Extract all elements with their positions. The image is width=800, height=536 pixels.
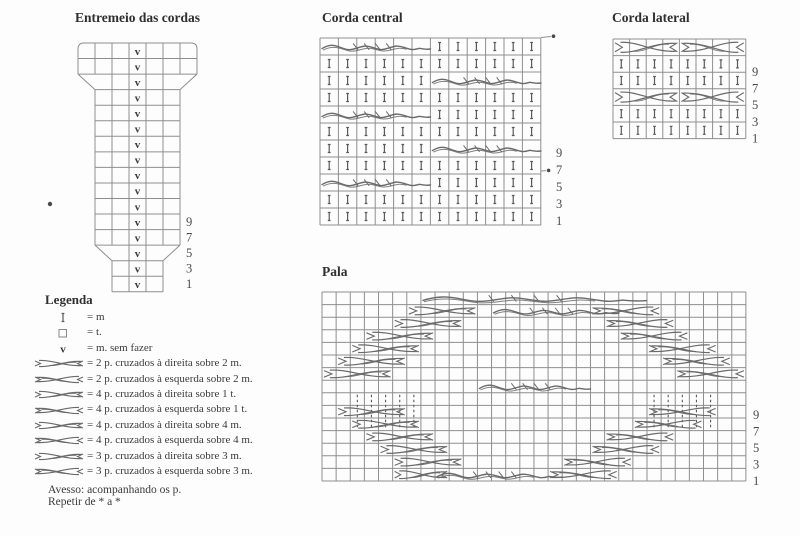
pala-chart-title: Pala — [322, 264, 348, 279]
loose-stitch-v: v — [134, 45, 141, 58]
legend-item — [33, 356, 323, 371]
legend-item-label: = 4 p. cruzados à direita sobre 4 m. — [87, 418, 242, 431]
loose-stitch-v: v — [134, 154, 141, 167]
legend-item — [33, 418, 323, 433]
row-number: 1 — [753, 474, 760, 488]
legend-item — [33, 310, 323, 325]
loose-stitch-v: v — [134, 107, 141, 120]
corda-lateral-chart-title: Corda lateral — [612, 10, 690, 25]
cable-4-left-4m-icon — [33, 434, 87, 447]
legend-item-label: = 3 p. cruzados à esquerda sobre 3 m. — [87, 464, 253, 477]
row-number: 1 — [186, 277, 193, 292]
legend-item-label: = 3 p. cruzados à direita sobre 3 m. — [87, 449, 242, 462]
loose-stitch-v: v — [134, 61, 141, 74]
legend-footnote-repeat: Repetir de * a * — [48, 496, 121, 509]
central-row7-repeat — [541, 169, 550, 173]
row-number: 3 — [753, 457, 760, 472]
loose-stitch-v: v — [134, 170, 141, 183]
row-number: 1 — [556, 214, 563, 228]
row-number: 3 — [556, 197, 563, 211]
legend-item — [33, 433, 323, 448]
corda-central-chart-title: Corda central — [322, 10, 403, 25]
entremeio-chart — [78, 43, 197, 292]
legend-item-label: = 4 p. cruzados à direita sobre 1 t. — [87, 387, 237, 400]
row-number: 5 — [752, 98, 759, 113]
legend-item-label: = 4 p. cruzados à esquerda sobre 1 t. — [87, 403, 248, 416]
legend-item-label: = 2 p. cruzados à direita sobre 2 m. — [87, 357, 242, 370]
cable-2-left-icon — [33, 373, 87, 386]
cable-4-right-1t-icon — [33, 388, 87, 401]
row-number: 3 — [186, 261, 193, 276]
loose-stitch-v: v — [134, 216, 141, 229]
legend-items — [33, 310, 323, 479]
row-number: 5 — [753, 441, 760, 455]
loose-stitch-v: v — [134, 123, 141, 136]
row-number: 3 — [752, 114, 759, 129]
svg-text:v: v — [60, 343, 66, 355]
loose-stitch-v: v — [134, 201, 141, 214]
row-number: 5 — [556, 180, 563, 194]
row-number: 7 — [556, 163, 563, 177]
loose-stitch-v: v — [134, 263, 141, 276]
t-square-icon — [33, 327, 87, 340]
loose-stitch-v: v — [134, 247, 141, 260]
row-number: 9 — [752, 65, 759, 79]
legend-item — [33, 325, 323, 340]
row-number: 9 — [186, 215, 193, 229]
corda-central-chart — [320, 38, 562, 228]
row-number: 5 — [186, 246, 193, 261]
row-number: 1 — [752, 131, 759, 146]
legend-item-label: = m. sem fazer — [87, 341, 153, 354]
cable-2-right-icon — [33, 357, 87, 370]
cable-4-right-4m-icon — [33, 419, 87, 432]
legend-item — [33, 387, 323, 402]
cable-3-left-icon — [33, 465, 87, 478]
corda-lateral-chart — [613, 39, 758, 145]
row-number: 7 — [753, 424, 760, 439]
row-number: 7 — [752, 81, 759, 96]
cable-4-left-1t-icon — [33, 404, 87, 417]
v-loose-icon — [33, 342, 87, 355]
cable-3-right-icon — [33, 450, 87, 463]
loose-stitch-v: v — [134, 279, 141, 292]
loose-stitch-v: v — [134, 232, 141, 245]
legend — [33, 292, 323, 508]
central-top-repeat — [541, 34, 555, 38]
legend-item-label: = m — [87, 311, 105, 323]
row-number: 7 — [186, 230, 193, 245]
row-number: 9 — [753, 408, 760, 422]
loose-stitch-v: v — [134, 76, 141, 89]
pala-chart — [322, 292, 759, 488]
legend-item — [33, 341, 323, 356]
legend-item — [33, 449, 323, 464]
legend-item — [33, 464, 323, 479]
m-bar-icon — [33, 311, 87, 324]
legend-item-label: = 2 p. cruzados à esquerda sobre 2 m. — [87, 372, 253, 385]
legend-footnote-reverse: Avesso: acompanhando os p. — [48, 484, 182, 497]
legend-item — [33, 372, 323, 387]
entremeio-repeat-dot — [48, 202, 52, 206]
legend-item-label: = t. — [87, 326, 102, 339]
legend-title: Legenda — [45, 292, 93, 307]
loose-stitch-v: v — [134, 139, 141, 152]
loose-stitch-v: v — [134, 92, 141, 105]
legend-item — [33, 402, 323, 417]
loose-stitch-v: v — [134, 185, 141, 198]
row-number: 9 — [556, 146, 563, 160]
legend-item-label: = 4 p. cruzados à esquerda sobre 4 m. — [87, 434, 253, 447]
entremeio-chart-title: Entremeio das cordas — [75, 10, 200, 25]
